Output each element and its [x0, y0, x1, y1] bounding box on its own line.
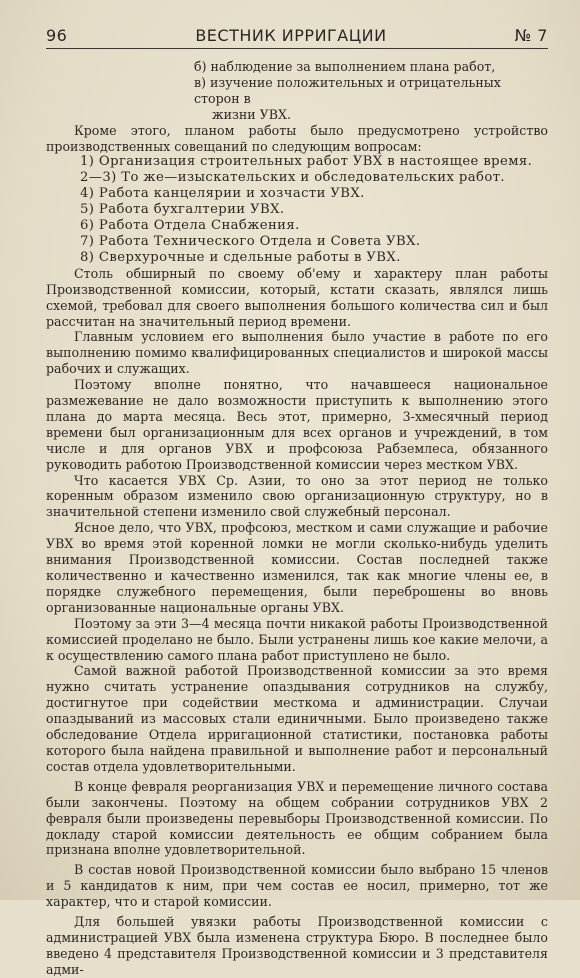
list-item: 7) Работа Технического Отдела и Совета УВХ. [80, 233, 421, 249]
list-item: 1) Организация строительных работ УВХ в настоящее время. [80, 154, 533, 170]
list-item: б) наблюдение за выполнением плана работ, [194, 59, 496, 74]
list-item: 2—3) То же—изыскательских и обследовательских работ. [80, 170, 505, 186]
list-item: 5) Работа бухгалтерии УВХ. [80, 202, 285, 218]
list-item: 6) Работа Отдела Снабжения. [80, 218, 300, 234]
list-item: 4) Работа канцелярии и хозчасти УВХ. [80, 186, 365, 202]
paragraph: Самой важной работой Производственной комиссии за это время нужно считать устранение опаздывания сотрудников на службу, достигнутое при содействии месткома и администрации. Случаи опаздываний из массовых стали единичными. Было произведено также обследование Отдела ирригационной статистики, постановка работы которого была найдена правильной и выполнение работ и персональный состав отдела удовлетворительными. [46, 663, 548, 774]
paragraph: Поэтому за эти 3—4 месяца почти никакой работы Производственной комиссией проделано не было. Были устранены лишь кое какие мелочи, а к осуществлению самого плана работ приступлено не было. [46, 615, 548, 663]
paragraph: В состав новой Производственной комиссии было выбрано 15 членов и 5 кандидатов к ним, при чем состав ее носил, примерно, тот же характер, что и старой комиссии. [46, 862, 548, 910]
journal-title: ВЕСТНИК ИРРИГАЦИИ [195, 26, 387, 45]
page-header [46, 26, 548, 49]
list-item: в) изучение положительных и отрицательных сторон в [194, 74, 501, 106]
paragraph: В конце февраля реорганизация УВХ и перемещение личного состава были закончены. Поэтому на общем собрании сотрудников УВХ 2 февраля были произведены перевыборы Производственной комиссии. По докладу старой комиссии деятельность ее общим собранием была признана вполне удовлетворительной. [46, 778, 548, 858]
paragraph: Кроме этого, планом работы было предусмотрено устройство производственных совещаний по следующим вопросам: [46, 122, 548, 154]
paragraph: Столь обширный по своему об'ему и характеру план работы Производственной комиссии, который, кстати сказать, являлся лишь схемой, требовал для своего выполнения большого количества сил и был рассчитан на значительный период времени. [46, 265, 548, 329]
list-item: 8) Сверхурочные и сдельные работы в УВХ. [80, 249, 401, 265]
paragraph: Что касается УВХ Ср. Азии, то оно за этот период не только коренным образом изменило свою организационную структуру, но в значительной степени изменило свой служебный персонал. [46, 472, 548, 520]
page-number: 96 [46, 26, 68, 45]
list-item: жизни УВХ. [212, 106, 291, 122]
paragraph: Для большей увязки работы Производственной комиссии с администрацией УВХ была изменена структура Бюро. В последнее было введено 4 представителя Производственной комиссии и 3 представителя адми- [46, 914, 548, 977]
paragraph: Ясное дело, что УВХ, профсоюз, местком и сами служащие и рабочие УВХ во время этой коренной ломки не могли сколько-нибудь уделить внимания Производственной комиссии. Состав последней также количественно и качественно изменился, так как многие члены ее, в порядке служебного перемещения, были переброшены во вновь организованные национальные органы УВХ. [46, 520, 548, 615]
paragraph: Главным условием его выполнения было участие в работе по его выполнению помимо квалифицированных специалистов и широкой массы рабочих и служащих. [46, 329, 548, 377]
paragraph: Поэтому вполне понятно, что начавшееся национальное размежевание не дало возможности приступить к выполнению этого плана до марта месяца. Весь этот, примерно, 3-хмесячный период времени был организационным для всех органов и учреждений, в том числе и для органов УВХ и профсоюза Рабземлеса, обязанного руководить работою Производственной комиссии через местком УВХ. [46, 377, 548, 472]
article-body [46, 59, 548, 978]
issue-number: № 7 [514, 26, 548, 45]
